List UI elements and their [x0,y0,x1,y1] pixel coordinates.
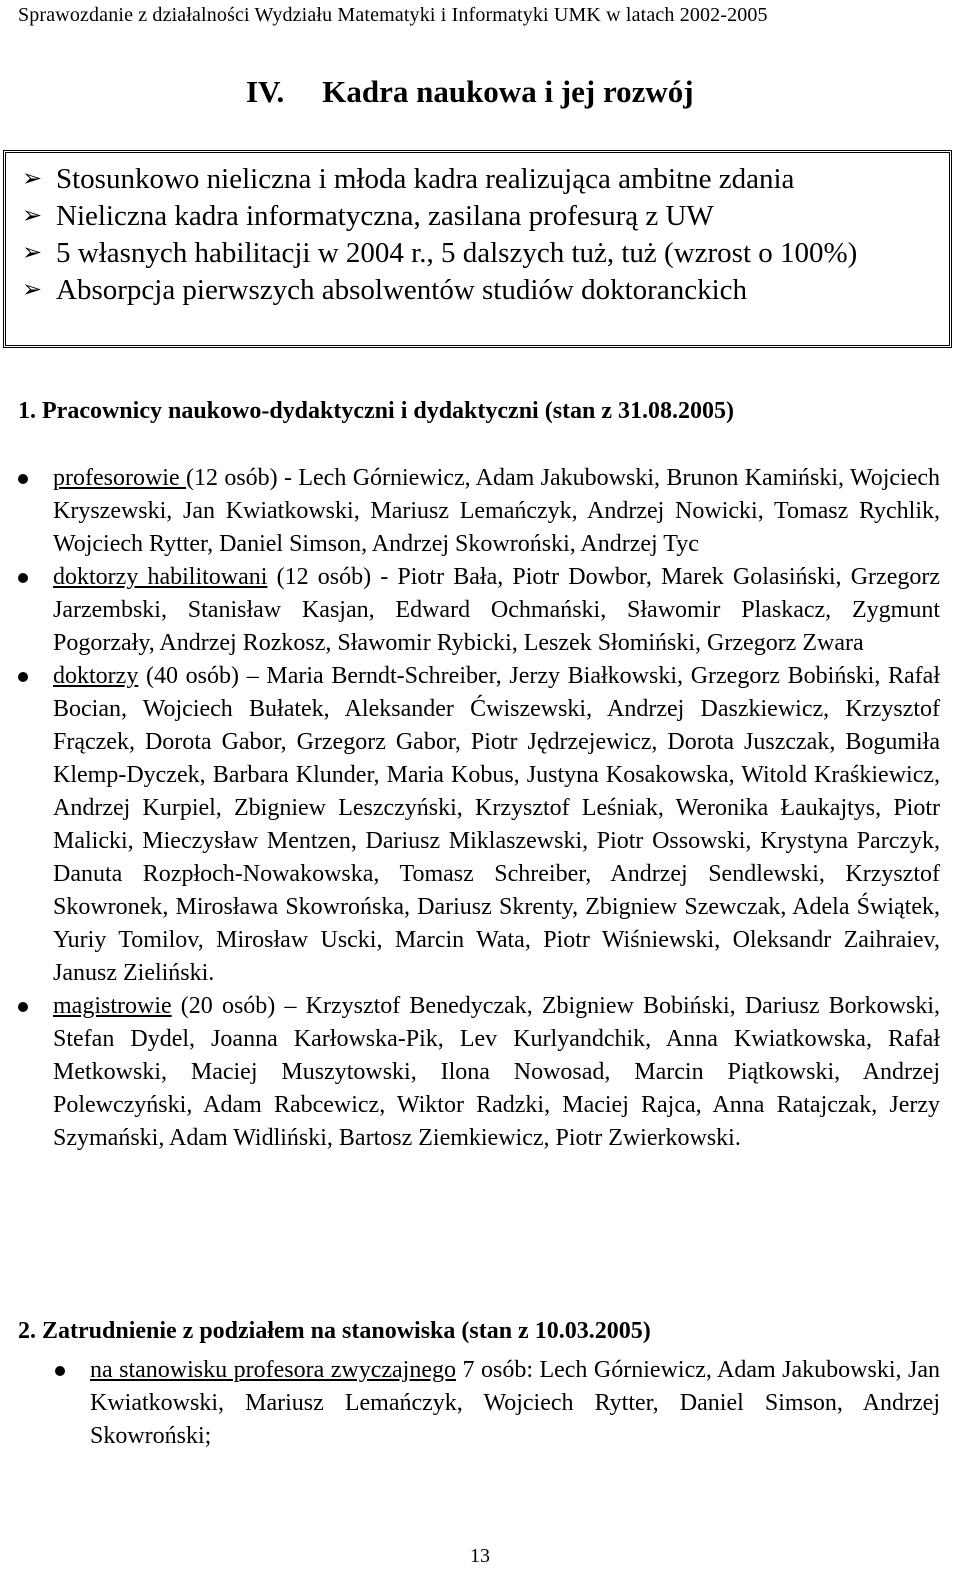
bullet-dot-icon [18,573,28,583]
list-item-body [53,561,940,660]
bullet-dot-icon [18,672,28,682]
list-item-body [53,990,940,1155]
summary-box [3,150,952,348]
list-item-body [53,660,940,990]
summary-item [22,198,944,235]
summary-text: Nieliczna kadra informatyczna, zasilana profesurą z UW [56,200,714,232]
arrow-bullet-icon: ➢ [22,277,43,303]
list-item-body [90,1354,940,1453]
arrow-bullet-icon: ➢ [22,203,43,229]
chapter-heading: Kadra naukowa i jej rozwój [322,74,694,109]
arrow-bullet-icon: ➢ [22,166,43,192]
list-item-body [53,462,940,561]
chapter-title [246,74,694,110]
category-text: (20 osób) – Krzysztof Benedyczak, Zbigniew Bobiński, Dariusz Borkowski, Stefan Dydel, Joanna Karłowska-Pik, Lev Kurlyandchik, Anna Kwiatkowska, Rafał Metkowski, Maciej Muszytowski, Ilona Nowosad, Marcin Piątkowski, Andrzej Polewczyński, Adam Rabcewicz, Wiktor Radzki, Maciej Rajca, Anna Ratajczak, Jerzy Szymański, Adam Widliński, Bartosz Ziemkiewicz, Piotr Zwierkowski. [53,993,940,1151]
category-label: doktorzy habilitowani [53,564,268,590]
category-text: (12 osób) - Piotr Bała, Piotr Dowbor, Marek Golasiński, Grzegorz Jarzembski, Stanisław Kasjan, Edward Ochmański, Sławomir Plaskacz, Zygmunt Pogorzały, Andrzej Rozkosz, Sławomir Rybicki, Leszek Słomiński, Grzegorz Zwara [53,564,940,656]
list-item [18,990,940,1155]
bullet-dot-icon [18,474,28,484]
summary-item [22,235,944,272]
summary-text: Absorpcja pierwszych absolwentów studiów doktoranckich [56,274,748,306]
summary-text: Stosunkowo nieliczna i młoda kadra realizująca ambitne zdania [56,163,795,195]
summary-item [22,161,944,198]
list-item [18,660,940,990]
list-item [18,462,940,561]
category-label: doktorzy [53,663,139,689]
page-header: Sprawozdanie z działalności Wydziału Matematyki i Informatyki UMK w latach 2002-2005 [18,4,768,26]
section-1-heading: 1. Pracownicy naukowo-dydaktyczni i dydaktyczni (stan z 31.08.2005) [18,398,735,424]
position-text: 7 osób: Lech Górniewicz, Adam Jakubowski, Jan Kwiatkowski, Mariusz Lemańczyk, Wojciech Rytter, Daniel Simson, Andrzej Skowroński; [90,1357,940,1449]
summary-list [22,161,944,309]
positions-list [55,1354,940,1453]
position-label: na stanowisku profesora zwyczajnego [90,1357,456,1383]
staff-list [18,462,940,1155]
chapter-number: IV. [246,74,285,109]
list-item [18,561,940,660]
bullet-dot-icon [18,1002,28,1012]
summary-text: 5 własnych habilitacji w 2004 r., 5 dalszych tuż, tuż (wzrost o 100%) [56,237,858,269]
category-text: (12 osób) - Lech Górniewicz, Adam Jakubowski, Brunon Kamiński, Wojciech Kryszewski, Jan Kwiatkowski, Mariusz Lemańczyk, Andrzej Nowicki, Tomasz Rychlik, Wojciech Rytter, Daniel Simson, Andrzej Skowroński, Andrzej Tyc [53,465,940,557]
page-number: 13 [470,1545,490,1567]
category-text: (40 osób) – Maria Berndt-Schreiber, Jerzy Białkowski, Grzegorz Bobiński, Rafał Bocian, Wojciech Bułatek, Aleksander Ćwiszewski, Andrzej Daszkiewicz, Krzysztof Frączek, Dorota Gabor, Grzegorz Gabor, Piotr Jędrzejewicz, Dorota Juszczak, Bogumiła Klemp-Dyczek, Barbara Klunder, Maria Kobus, Justyna Kosakowska, Witold Kraśkiewicz, Andrzej Kurpiel, Zbigniew Leszczyński, Krzysztof Leśniak, Weronika Łaukajtys, Piotr Malicki, Mieczysław Mentzen, Dariusz Miklaszewski, Piotr Ossowski, Krystyna Parczyk, Danuta Rozpłoch-Nowakowska, Tomasz Schreiber, Andrzej Sendlewski, Krzysztof Skowronek, Mirosława Skowrońska, Dariusz Skrenty, Zbigniew Szewczak, Adela Świątek, Yuriy Tomilov, Mirosław Uscki, Marcin Wata, Piotr Wiśniewski, Oleksandr Zaihraiev, Janusz Zieliński. [53,663,940,986]
category-label: profesorowie [53,465,186,491]
category-label: magistrowie [53,993,172,1019]
bullet-dot-icon [55,1366,65,1376]
arrow-bullet-icon: ➢ [22,240,43,266]
list-item [55,1354,940,1453]
summary-item [22,272,944,309]
section-2-heading: 2. Zatrudnienie z podziałem na stanowiska (stan z 10.03.2005) [18,1318,651,1344]
